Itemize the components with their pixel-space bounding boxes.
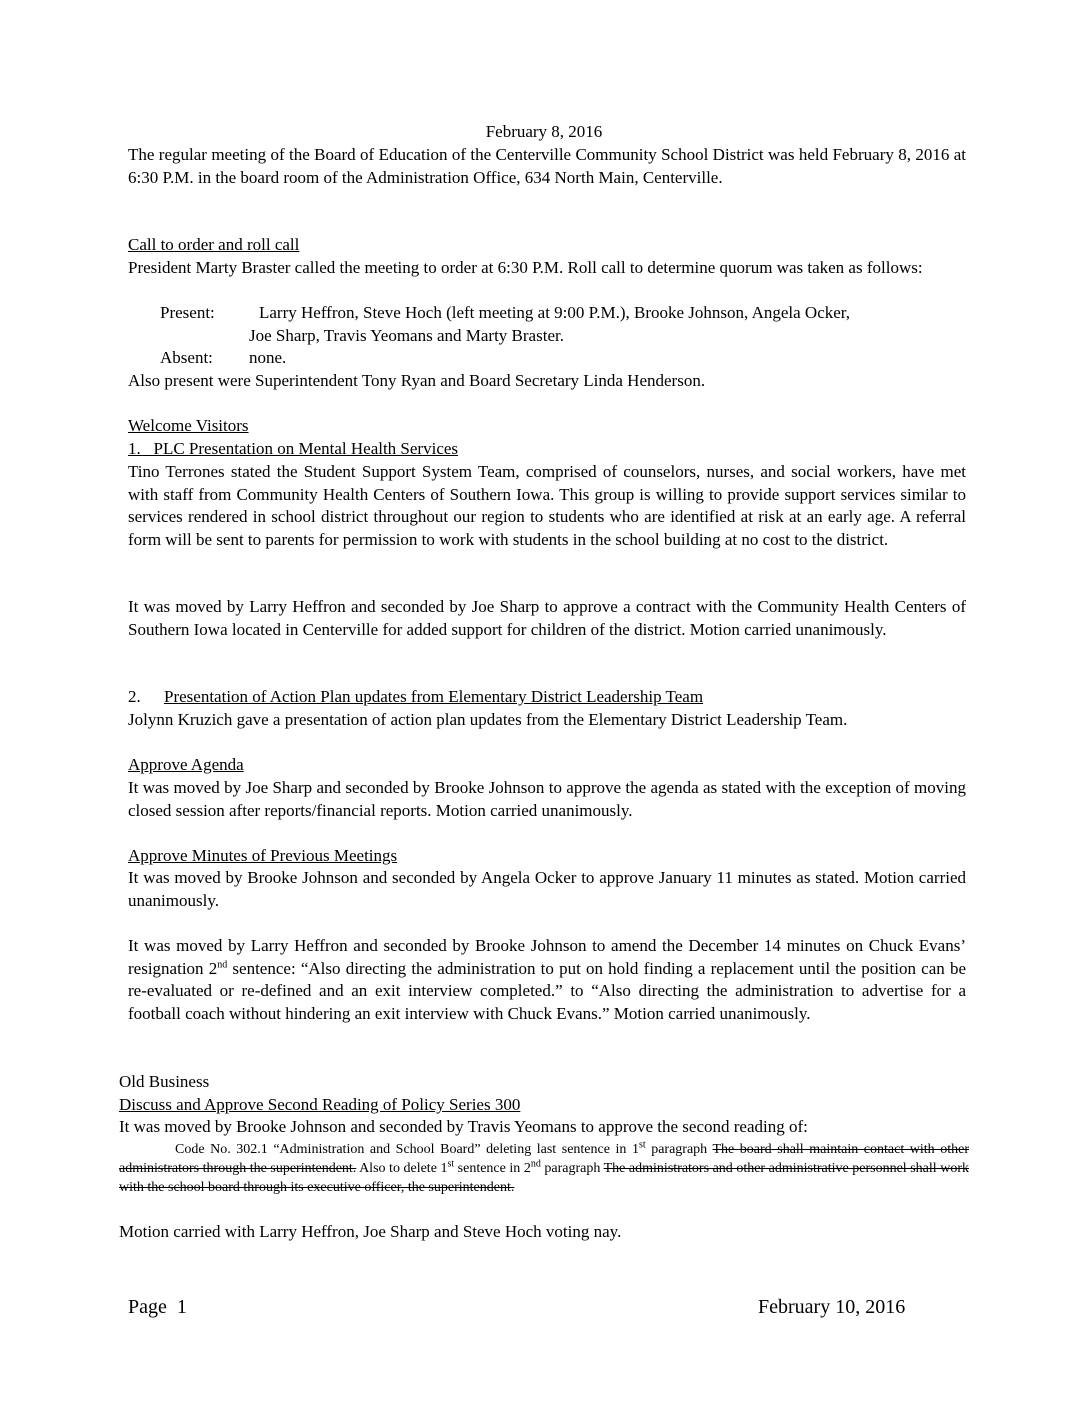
also-present: Also present were Superintendent Tony Ryan and Board Secretary Linda Henderson. xyxy=(128,371,706,390)
footer-date: February 10, 2016 xyxy=(758,1296,906,1318)
old-business-heading: Old Business xyxy=(119,1072,210,1091)
plc-presentation-heading: 1. PLC Presentation on Mental Health Services xyxy=(128,439,459,458)
policy-motion-result: Motion carried with Larry Heffron, Joe Sharp and Steve Hoch voting nay. xyxy=(119,1222,622,1241)
approve-minutes-text-2: It was moved by Larry Heffron and seconded by Brooke Johnson to amend the December 14 minutes on Chuck Evans’ resignation 2nd sentence: “Also directing the administration to put on hold finding a replacement until the position can be re-evaluated or re-defined and an exit interview completed.” to “Also directing the administration to advertise for a football coach without hindering an exit interview with Chuck Evans.” Motion carried unanimously. xyxy=(128,936,966,1023)
approve-agenda-text: It was moved by Joe Sharp and seconded by Brooke Johnson to approve the agenda as stated with the exception of moving closed session after reports/financial reports. Motion carried unanimously. xyxy=(128,778,966,820)
policy-motion-intro: It was moved by Brooke Johnson and seconded by Travis Yeomans to approve the second reading of: xyxy=(119,1117,808,1136)
approve-minutes-text-1: It was moved by Brooke Johnson and seconded by Angela Ocker to approve January 11 minutes as stated. Motion carried unanimously. xyxy=(128,868,966,910)
action-plan-text: Jolynn Kruzich gave a presentation of action plan updates from the Elementary District Leadership Team. xyxy=(128,710,848,729)
intro-paragraph: The regular meeting of the Board of Education of the Centerville Community School District was held February 8, 2016 at 6:30 P.M. in the board room of the Administration Office, 634 North Main, Centerville. xyxy=(128,145,966,187)
struck-text-2: The administrators and other administrative personnel shall work with the school board through its executive officer, the superintendent. xyxy=(119,1161,969,1195)
absent-value: none. xyxy=(249,348,287,367)
item-2-number: 2. xyxy=(128,687,141,706)
policy-series-heading: Discuss and Approve Second Reading of Policy Series 300 xyxy=(119,1095,521,1114)
policy-code-text: Code No. 302.1 “Administration and School Board” deleting last sentence in 1st paragraph The board shall maintain contact with other administrators through the superintendent. Also to delete 1st sentence in 2nd paragraph The administrators and other administrative personnel shall work with the school board through its executive officer, the superintendent. xyxy=(119,1139,969,1195)
page-number: Page 1 xyxy=(128,1296,187,1318)
present-line-1: Larry Heffron, Steve Hoch (left meeting at 9:00 P.M.), Brooke Johnson, Angela Ocker, xyxy=(259,303,851,322)
meeting-date: February 8, 2016 xyxy=(485,122,603,141)
plc-motion-text: It was moved by Larry Heffron and seconded by Joe Sharp to approve a contract with the Community Health Centers of Southern Iowa located in Centerville for added support for children of the district. Motion carried unanimously. xyxy=(128,597,966,639)
plc-presentation-text: Tino Terrones stated the Student Support System Team, comprised of counselors, nurses, and social workers, have met with staff from Community Health Centers of Southern Iowa. This group is willing to provide support services similar to services rendered in school district throughout our region to students who are identified at risk at an early age. A referral form will be sent to parents for permission to work with students in the school building at no cost to the district. xyxy=(128,462,966,549)
welcome-visitors-heading: Welcome Visitors xyxy=(128,416,249,435)
call-to-order-text: President Marty Braster called the meeting to order at 6:30 P.M. Roll call to determine quorum was taken as follows: xyxy=(128,258,923,277)
approve-minutes-heading: Approve Minutes of Previous Meetings xyxy=(128,846,398,865)
action-plan-heading: Presentation of Action Plan updates from Elementary District Leadership Team xyxy=(164,687,704,706)
present-label: Present: xyxy=(160,303,215,322)
approve-agenda-heading: Approve Agenda xyxy=(128,755,244,774)
absent-label: Absent: xyxy=(160,348,213,367)
present-line-2: Joe Sharp, Travis Yeomans and Marty Braster. xyxy=(249,326,564,345)
call-to-order-heading: Call to order and roll call xyxy=(128,235,300,254)
struck-text-1: The board shall maintain contact with other administrators through the superintendent. xyxy=(119,1142,969,1176)
